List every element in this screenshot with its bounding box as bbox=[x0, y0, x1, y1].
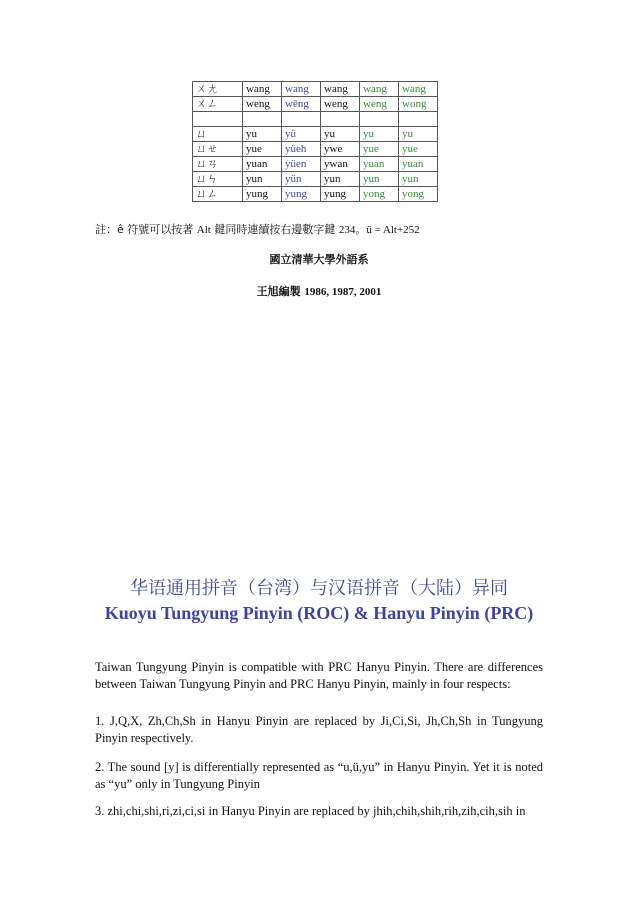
table-cell: wong bbox=[399, 97, 438, 112]
table-cell: yüeh bbox=[282, 142, 321, 157]
bopomofo-cell: ㄩ bbox=[193, 127, 243, 142]
pinyin-comparison-table-wrap bbox=[192, 81, 438, 202]
table-cell: yun bbox=[399, 172, 438, 187]
department-name: 國立清華大學外語系 bbox=[269, 253, 369, 266]
table-cell: yong bbox=[360, 187, 399, 202]
pinyin-comparison-table bbox=[192, 81, 438, 202]
footnote-middle: 鍵同時連續按右邊數字鍵 bbox=[210, 223, 339, 236]
author-name: 王旭編製 bbox=[256, 285, 305, 298]
author-line bbox=[0, 283, 638, 299]
table-cell: wang bbox=[243, 82, 282, 97]
table-cell: yüen bbox=[282, 157, 321, 172]
bopomofo-cell: ㄩㄣ bbox=[193, 172, 243, 187]
table-cell: wang bbox=[399, 82, 438, 97]
footnote-key: Alt bbox=[196, 224, 211, 236]
bopomofo-cell: ㄩㄝ bbox=[193, 142, 243, 157]
table-cell: ywan bbox=[321, 157, 360, 172]
table-cell: yung bbox=[282, 187, 321, 202]
table-cell bbox=[399, 112, 438, 127]
table-cell bbox=[360, 112, 399, 127]
bopomofo-cell: ㄩㄥ bbox=[193, 187, 243, 202]
table-cell: yü bbox=[282, 127, 321, 142]
table-body bbox=[193, 82, 438, 202]
table-row bbox=[193, 172, 438, 187]
table-cell: wēng bbox=[282, 97, 321, 112]
table-cell bbox=[321, 112, 360, 127]
english-title: Kuoyu Tungyung Pinyin (ROC) & Hanyu Pinyin (PRC) bbox=[104, 603, 534, 623]
table-cell bbox=[282, 112, 321, 127]
table-row bbox=[193, 142, 438, 157]
table-cell: yu bbox=[243, 127, 282, 142]
table-row bbox=[193, 127, 438, 142]
table-cell: wang bbox=[360, 82, 399, 97]
bopomofo-cell: ㄨㄥ bbox=[193, 97, 243, 112]
footnote-code: 234。ü = Alt+252 bbox=[338, 224, 420, 236]
table-cell: ywe bbox=[321, 142, 360, 157]
paragraph-point-3: 3. zhi,chi,shi,ri,zi,ci,si in Hanyu Pinyin are replaced by jhih,chih,shih,rih,zih,cih,sih in bbox=[95, 804, 526, 818]
table-cell: wang bbox=[321, 82, 360, 97]
paragraph-point-1: 1. J,Q,X, Zh,Ch,Sh in Hanyu Pinyin are replaced by Ji,Ci,Si, Jh,Ch,Sh in Tungyung Pinyin respectively. bbox=[95, 714, 543, 745]
bopomofo-cell: ㄩㄢ bbox=[193, 157, 243, 172]
paragraph-intro: Taiwan Tungyung Pinyin is compatible with PRC Hanyu Pinyin. There are differences between Taiwan Tungyung Pinyin and PRC Hanyu Pinyin, mainly in four respects: bbox=[95, 660, 543, 691]
table-row bbox=[193, 97, 438, 112]
table-cell: yung bbox=[321, 187, 360, 202]
bopomofo-cell bbox=[193, 112, 243, 127]
table-cell: yong bbox=[399, 187, 438, 202]
footnote-prefix: 註：ê 符號可以按著 bbox=[95, 223, 197, 236]
table-cell: yun bbox=[321, 172, 360, 187]
table-cell: yung bbox=[243, 187, 282, 202]
table-cell: yu bbox=[321, 127, 360, 142]
table-cell: wang bbox=[282, 82, 321, 97]
table-cell: weng bbox=[243, 97, 282, 112]
table-cell: yue bbox=[243, 142, 282, 157]
table-cell: yu bbox=[360, 127, 399, 142]
table-row bbox=[193, 187, 438, 202]
table-cell: weng bbox=[360, 97, 399, 112]
paragraph-point-2: 2. The sound [y] is differentially represented as “u,ü,yu” in Hanyu Pinyin. Yet it is noted as “yu” only in Tungyung Pinyin bbox=[95, 760, 543, 791]
table-row bbox=[193, 82, 438, 97]
table-row bbox=[193, 157, 438, 172]
chinese-title: 华语通用拼音（台湾）与汉语拼音（大陆）异同 bbox=[130, 578, 508, 599]
table-cell bbox=[243, 112, 282, 127]
table-cell: yün bbox=[282, 172, 321, 187]
table-cell: yuan bbox=[360, 157, 399, 172]
table-cell: yun bbox=[243, 172, 282, 187]
table-cell: yue bbox=[399, 142, 438, 157]
author-years: 1986, 1987, 2001 bbox=[304, 286, 382, 298]
table-row-empty bbox=[193, 112, 438, 127]
bopomofo-cell: ㄨㄤ bbox=[193, 82, 243, 97]
table-cell: yuan bbox=[399, 157, 438, 172]
table-cell: yun bbox=[360, 172, 399, 187]
table-cell: yu bbox=[399, 127, 438, 142]
table-cell: yue bbox=[360, 142, 399, 157]
footnote bbox=[95, 221, 420, 237]
table-cell: yuan bbox=[243, 157, 282, 172]
table-cell: weng bbox=[321, 97, 360, 112]
